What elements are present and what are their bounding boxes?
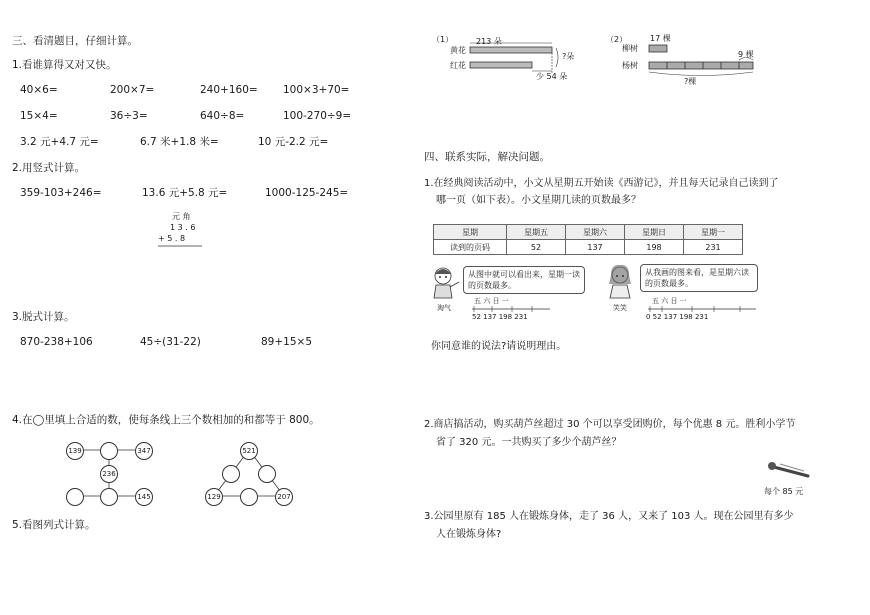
reading-table [433, 224, 743, 255]
q1-expr: 640÷8= [200, 110, 245, 122]
axis1-days: 五 六 日 一 [474, 297, 509, 305]
number-circle: 521 [240, 442, 258, 460]
section-three-title: 三、看清题目，仔细计算。 [12, 35, 138, 47]
number-circle: 129 [205, 488, 223, 506]
q1-expr: 6.7 米+1.8 米= [140, 136, 219, 148]
table-cell: 52 [507, 240, 566, 255]
table-cell: 198 [625, 240, 684, 255]
p2-line1: 2.商店搞活动，购买葫芦丝超过 30 个可以享受团购价，每个优惠 8 元。胜利小学节 [424, 419, 796, 430]
number-circle: 207 [275, 488, 293, 506]
q2-expr: 359-103+246= [20, 187, 102, 199]
number-circle: 347 [135, 442, 153, 460]
name-xiaoxiao: 笑笑 [613, 304, 627, 312]
fig2-bar-diagram [649, 42, 759, 80]
q5-title: 5.看图列式计算。 [12, 519, 96, 531]
fig1-bar-diagram [470, 40, 570, 80]
name-taoqi: 淘气 [437, 304, 451, 312]
table-cell: 137 [566, 240, 625, 255]
bubble-taoqi: 从图中就可以看出来，星期一读的页数最多。 [463, 266, 585, 294]
answer-circle[interactable] [100, 442, 118, 460]
vertical-line1: 1 3 . 6 [170, 223, 196, 232]
q3-expr: 89+15×5 [261, 336, 312, 348]
q1-expr: 3.2 元+4.7 元= [20, 136, 99, 148]
p1-line2: 哪一页（如下表）。小文星期几读的页数最多？ [436, 195, 641, 206]
axis2-numbers: 0 52 137 198 231 [646, 313, 709, 321]
q3-expr: 870-238+106 [20, 336, 93, 348]
table-header-cell: 星期五 [507, 225, 566, 240]
fig2-number: （2） [606, 35, 628, 44]
bubble-xiaoxiao: 从我画的图来看，是星期六读的页数最多。 [640, 264, 758, 292]
p1-line1: 1.在经典阅读活动中，小文从星期五开始读《西游记》，并且每天记录自己读到了 [424, 178, 779, 189]
answer-circle[interactable] [66, 488, 84, 506]
fig1-label-bottom: 红花 [450, 61, 466, 70]
hulusi-instrument-icon [766, 460, 812, 480]
q1-expr: 100-270÷9= [283, 110, 352, 122]
q1-expr: 36÷3= [110, 110, 148, 122]
fig1-question: ?朵 [562, 52, 575, 61]
boy-character-icon [430, 266, 460, 300]
q3-title: 3.脱式计算。 [12, 311, 75, 323]
p3-line1: 3.公园里原有 185 人在锻炼身体，走了 36 人，又来了 103 人。现在公园里有多少 [424, 511, 794, 522]
table-header-cell: 星期日 [625, 225, 684, 240]
answer-circle[interactable] [100, 488, 118, 506]
q2-expr: 1000-125-245= [265, 187, 349, 199]
q3-expr: 45÷(31-22) [140, 336, 201, 348]
q1-expr: 10 元-2.2 元= [258, 136, 329, 148]
fig1-label-top: 黄花 [450, 46, 466, 55]
vertical-line2: + 5 . 8 [158, 234, 186, 243]
q2-title: 2.用竖式计算。 [12, 162, 86, 174]
fig2-top-value: 17 棵 [650, 34, 671, 43]
vertical-underline [158, 245, 202, 247]
table-header-cell: 星期六 [566, 225, 625, 240]
axis1-line [472, 306, 552, 312]
fig2-label-bottom: 杨树 [622, 61, 638, 70]
q1-expr: 100×3+70= [283, 84, 350, 96]
fig1-number: （1） [432, 35, 454, 44]
number-circle: 145 [135, 488, 153, 506]
price-label: 每个 85 元 [764, 487, 804, 496]
table-header-cell: 星期 [434, 225, 507, 240]
fig2-extra: 9 棵 [738, 50, 754, 59]
q2-expr: 13.6 元+5.8 元= [142, 187, 228, 199]
q1-expr: 200×7= [110, 84, 155, 96]
axis2-days: 五 六 日 一 [652, 297, 687, 305]
q1-expr: 40×6= [20, 84, 58, 96]
q4-title: 4.在◯里填上合适的数，使每条线上三个数相加的和都等于 800。 [12, 414, 320, 426]
fig2-question: ?棵 [684, 77, 697, 86]
p1-question: 你同意谁的说法?请说明理由。 [431, 341, 567, 352]
q1-title: 1.看谁算得又对又快。 [12, 59, 117, 71]
axis1-numbers: 52 137 198 231 [472, 313, 528, 321]
p3-line2: 人在锻炼身体? [436, 529, 502, 540]
number-circle: 139 [66, 442, 84, 460]
fig2-label-top: 柳树 [622, 44, 638, 53]
vertical-header: 元 角 [172, 212, 191, 221]
table-cell: 读到的页码 [434, 240, 507, 255]
answer-circle[interactable] [240, 488, 258, 506]
girl-character-icon [606, 264, 636, 300]
fig1-diff: 少 54 朵 [536, 72, 568, 81]
answer-circle[interactable] [222, 465, 240, 483]
q1-expr: 15×4= [20, 110, 58, 122]
table-header-cell: 星期一 [684, 225, 743, 240]
answer-circle[interactable] [258, 465, 276, 483]
table-cell: 231 [684, 240, 743, 255]
section-four-title: 四、联系实际，解决问题。 [424, 151, 550, 163]
q1-expr: 240+160= [200, 84, 258, 96]
p2-line2: 省了 320 元。一共购买了多少个葫芦丝？ [436, 437, 622, 448]
fig1-top-value: 213 朵 [476, 37, 502, 46]
axis2-line [648, 306, 758, 312]
number-circle: 236 [100, 465, 118, 483]
